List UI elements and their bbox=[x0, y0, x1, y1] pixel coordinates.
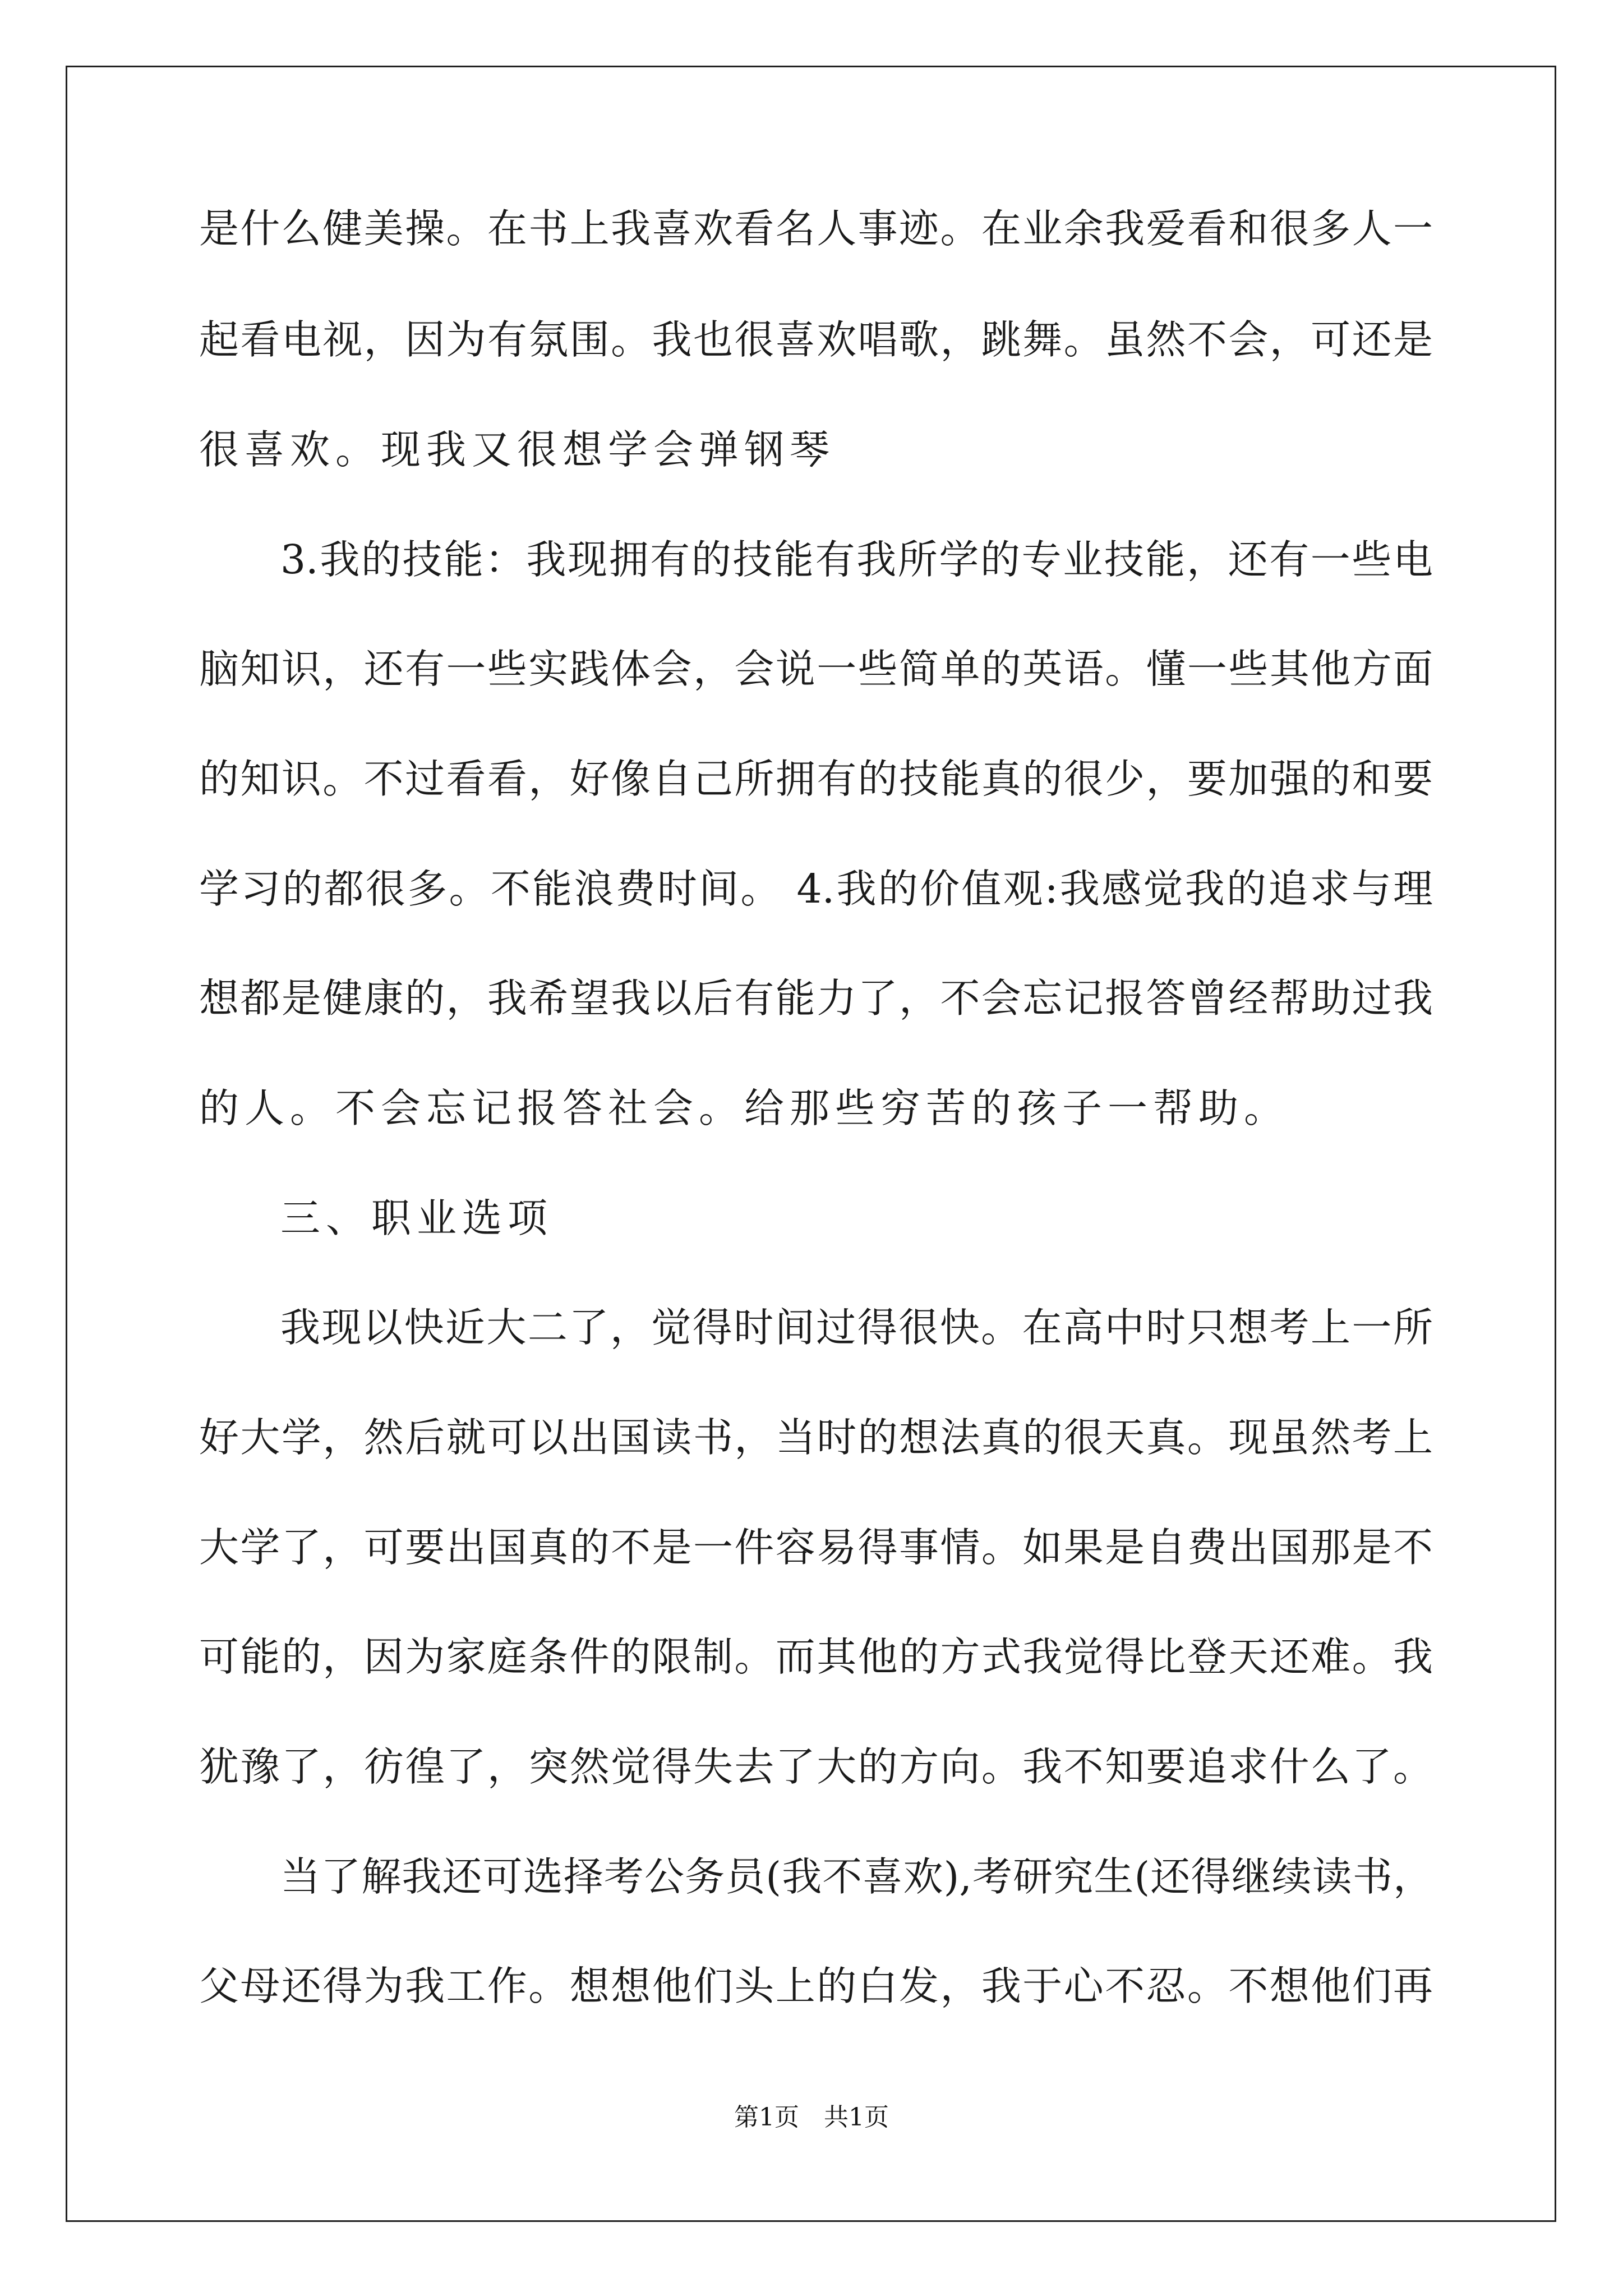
text-line: 起看电视，因为有氛围。我也很喜欢唱歌，跳舞。虽然不会，可还是 bbox=[199, 316, 1433, 363]
page-number-footer: 第1页 共1页 bbox=[734, 2103, 889, 2132]
text-line: 可能的，因为家庭条件的限制。而其他的方式我觉得比登天还难。我 bbox=[199, 1634, 1433, 1680]
text-line: 的知识。不过看看，好像自己所拥有的技能真的很少，要加强的和要 bbox=[199, 756, 1433, 802]
text-line: 父母还得为我工作。想想他们头上的白发，我于心不忍。不想他们再 bbox=[199, 1963, 1433, 2009]
text-line: 是什么健美操。在书上我喜欢看名人事迹。在业余我爱看和很多人一 bbox=[199, 205, 1433, 252]
text-line: 我现以快近大二了，觉得时间过得很快。在高中时只想考上一所 bbox=[280, 1304, 1433, 1351]
text-line: 脑知识，还有一些实践体会，会说一些简单的英语。懂一些其他方面 bbox=[199, 646, 1433, 692]
text-line: 很喜欢。现我又很想学会弹钢琴 bbox=[199, 426, 836, 473]
text-line: 3.我的技能：我现拥有的技能有我所学的专业技能，还有一些电 bbox=[280, 536, 1433, 583]
text-line: 想都是健康的，我希望我以后有能力了，不会忘记报答曾经帮助过我 bbox=[199, 975, 1433, 1022]
section-heading: 三、职业选项 bbox=[280, 1195, 554, 1241]
text-line: 当了解我还可选择考公务员(我不喜欢),考研究生(还得继续读书， bbox=[280, 1853, 1433, 1900]
text-line: 好大学，然后就可以出国读书，当时的想法真的很天真。现虽然考上 bbox=[199, 1414, 1433, 1461]
text-line: 的人。不会忘记报答社会。给那些穷苦的孩子一帮助。 bbox=[199, 1085, 1290, 1131]
text-line: 大学了，可要出国真的不是一件容易得事情。如果是自费出国那是不 bbox=[199, 1524, 1433, 1571]
text-line: 犹豫了，彷徨了，突然觉得失去了大的方向。我不知要追求什么了。 bbox=[199, 1743, 1433, 1790]
text-line: 学习的都很多。不能浪费时间。 4.我的价值观:我感觉我的追求与理 bbox=[199, 866, 1433, 912]
